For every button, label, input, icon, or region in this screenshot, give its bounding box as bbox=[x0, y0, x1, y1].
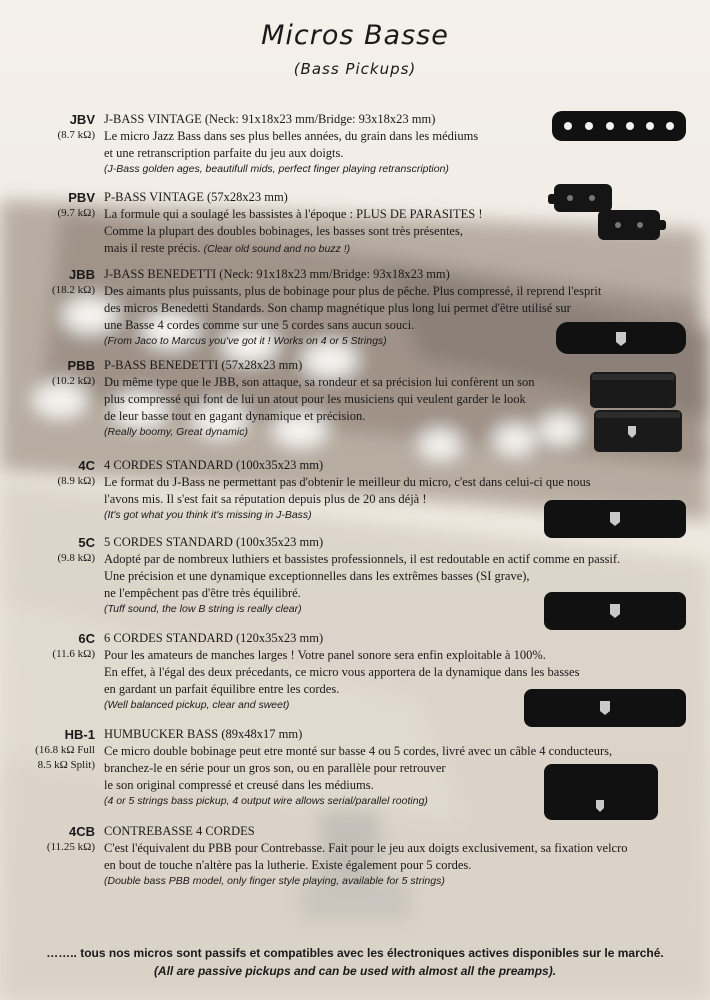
5c-pickup-image bbox=[544, 592, 686, 630]
product-description-line: et une retranscription parfaite du jeu aux doigts. bbox=[104, 146, 344, 160]
footer-note-english: (All are passive pickups and can be used with almost all the preamps). bbox=[153, 964, 557, 978]
jbv-pickup-image bbox=[552, 111, 686, 141]
product-description-line: Des aimants plus puissants, plus de bobinage pour plus de pêche. Plus compressé, il reprend l'esprit bbox=[104, 284, 602, 298]
product-heading: 4 CORDES STANDARD (100x35x23 mm) bbox=[104, 458, 324, 472]
product-english-note: (From Jaco to Marcus you've got it ! Works on 4 or 5 Strings) bbox=[104, 335, 387, 347]
product-code: HB-1 bbox=[64, 727, 95, 742]
product-description-line: Le micro Jazz Bass dans ses plus belles années, du grain dans les médiums bbox=[104, 129, 479, 143]
pbb-pickup-image bbox=[588, 372, 686, 454]
product-description-line: l'avons mis. Il s'est fait sa réputation depuis plus de 20 ans déjà ! bbox=[104, 492, 427, 506]
product-english-note: (J-Bass golden ages, beautifull mids, perfect finger playing retranscription) bbox=[104, 163, 449, 175]
product-english-note: (Tuff sound, the low B string is really clear) bbox=[104, 603, 302, 615]
product-english-note: (Double bass PBB model, only finger style playing, available for 5 strings) bbox=[104, 875, 445, 887]
product-description-line: une Basse 4 cordes comme sur une 5 cordes sans aucun souci. bbox=[104, 318, 415, 332]
hb-1-pickup-image bbox=[544, 764, 658, 820]
product-resistance: (10.2 kΩ) bbox=[51, 375, 95, 387]
product-english-note: (Well balanced pickup, clear and sweet) bbox=[104, 699, 290, 711]
pbv-pickup-image bbox=[548, 184, 666, 246]
product-description-line: en gardant un parfait équilibre entre les cordes. bbox=[104, 682, 340, 696]
product-code: 5C bbox=[78, 535, 95, 550]
6c-pickup-image bbox=[524, 689, 686, 727]
product-code: JBB bbox=[68, 267, 95, 282]
product-description-line: Une précision et une dynamique exceptionnelles dans les extrêmes basses (SI grave), bbox=[104, 569, 530, 583]
product-description-line: Du même type que le JBB, son attaque, sa rondeur et sa précision lui confèrent un son bbox=[104, 375, 535, 389]
product-description-line: ne l'empêchent pas d'être très équilibré. bbox=[104, 586, 301, 600]
product-heading: P-BASS BENEDETTI (57x28x23 mm) bbox=[104, 358, 303, 372]
product-description-line: La formule qui a soulagé les bassistes à l'époque : PLUS DE PARASITES ! bbox=[104, 207, 483, 221]
product-code: PBB bbox=[67, 358, 95, 373]
product-description-line: Le format du J-Bass ne permettant pas d'obtenir le meilleur du micro, c'est dans celui-ci que nous bbox=[104, 475, 591, 489]
product-heading: P-BASS VINTAGE (57x28x23 mm) bbox=[104, 190, 288, 204]
product-code: 4C bbox=[78, 458, 95, 473]
product-description-line: Comme la plupart des doubles bobinages, les basses sont très présentes, bbox=[104, 224, 463, 238]
page-title: Micros Basse bbox=[261, 20, 449, 51]
product-resistance: (16.8 kΩ Full 8.5 kΩ Split) bbox=[35, 744, 95, 771]
product-resistance: (11.25 kΩ) bbox=[46, 841, 95, 853]
product-english-note: (4 or 5 strings bass pickup, 4 output wire allows serial/parallel rooting) bbox=[104, 795, 428, 807]
product-description-line: En effet, à l'égal des deux précedants, ce micro vous apportera de la dynamique dans les basses bbox=[104, 665, 580, 679]
product-code: 6C bbox=[78, 631, 95, 646]
product-description-line: C'est l'équivalent du PBB pour Contrebasse. Fait pour le jeu aux doigts exclusivement, sa fixation velcro bbox=[104, 841, 628, 855]
product-heading: 6 CORDES STANDARD (120x35x23 mm) bbox=[104, 631, 324, 645]
product-description-line: des micros Benedetti Standards. Son champ magnétique plus long lui permet d'être utilisé sur bbox=[104, 301, 571, 315]
product-resistance: (9.7 kΩ) bbox=[57, 207, 95, 219]
product-heading: J-BASS VINTAGE (Neck: 91x18x23 mm/Bridge: 93x18x23 mm) bbox=[104, 112, 436, 126]
product-description-line: le son original compressé et creusé dans les médiums. bbox=[104, 778, 374, 792]
product-description-line: de leur basse tout en gagant dynamique et précision. bbox=[104, 409, 366, 423]
jbb-pickup-image bbox=[556, 322, 686, 354]
product-english-note: (It's got what you think it's missing in J-Bass) bbox=[104, 509, 312, 521]
footer-note: …….. tous nos micros sont passifs et compatibles avec les électroniques actives disponibles sur le marché. bbox=[46, 946, 664, 960]
product-resistance: (9.8 kΩ) bbox=[57, 552, 95, 564]
product-english-note: (Clear old sound and no buzz !) bbox=[203, 243, 351, 255]
product-code: PBV bbox=[68, 190, 95, 205]
product-description-line: Adopté par de nombreux luthiers et bassistes professionnels, il est redoutable en actif comme en passif. bbox=[104, 552, 621, 566]
product-resistance: (8.9 kΩ) bbox=[57, 475, 95, 487]
product-description-line: plus compressé qui font de lui un atout pour les musiciens qui veulent garder le look bbox=[104, 392, 526, 406]
product-description-line: Ce micro double bobinage peut etre monté sur basse 4 ou 5 cordes, livré avec un câble 4 conducteurs, bbox=[104, 744, 613, 758]
product-heading: CONTREBASSE 4 CORDES bbox=[104, 824, 255, 838]
product-english-note: (Really boomy, Great dynamic) bbox=[104, 426, 248, 438]
product-resistance: (8.7 kΩ) bbox=[57, 129, 95, 141]
product-heading: HUMBUCKER BASS (89x48x17 mm) bbox=[104, 727, 303, 741]
product-description-line: en bout de touche n'altère pas la lutherie. Existe également pour 5 cordes. bbox=[104, 858, 472, 872]
product-heading: 5 CORDES STANDARD (100x35x23 mm) bbox=[104, 535, 324, 549]
product-resistance: (11.6 kΩ) bbox=[52, 648, 95, 660]
page-subtitle: (Bass Pickups) bbox=[293, 60, 417, 78]
product-code: 4CB bbox=[68, 824, 95, 839]
product-resistance: (18.2 kΩ) bbox=[51, 284, 95, 296]
product-description-text: mais il reste précis. bbox=[104, 241, 201, 255]
product-description-line: Pour les amateurs de manches larges ! Votre panel sonore sera enfin exploitable à 100%. bbox=[104, 648, 546, 662]
4c-pickup-image bbox=[544, 500, 686, 538]
product-heading: J-BASS BENEDETTI (Neck: 91x18x23 mm/Bridge: 93x18x23 mm) bbox=[104, 267, 450, 281]
product-description-line bbox=[104, 241, 350, 256]
product-description-line: branchez-le en série pour un gros son, ou en parallèle pour retrouver bbox=[104, 761, 446, 775]
product-code: JBV bbox=[69, 112, 95, 127]
